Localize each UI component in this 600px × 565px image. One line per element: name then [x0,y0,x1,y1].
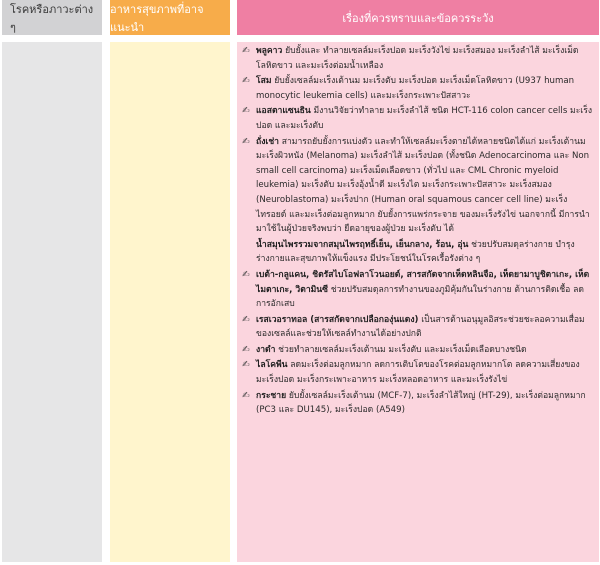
note-text: ยับยั้งเซลล์มะเร็งเต้านม มะเร็งตับ มะเร็งปอด มะเร็งเม็ดโลหิตขาว (U937 human monocytic leukemia cells) และมะเร็งกระเพาะปัสสาวะ [256,76,575,101]
note-item [242,268,596,312]
notes-list [242,44,596,419]
note-title: แอสตาแซนธิน [256,106,311,117]
pencil-icon: ✍ [242,360,250,371]
note-item [242,44,596,73]
note-item [242,74,596,103]
pencil-icon: ✍ [242,314,250,325]
note-item [242,238,596,267]
pencil-icon: ✍ [242,106,250,117]
pencil-icon: ✍ [242,390,250,401]
note-title: งาดำ [256,344,276,355]
note-title: น้ำสมุนไพรรวมจากสมุนไพรฤทธิ์เย็น, เย็นกลาง, ร้อน, อุ่น [256,239,469,250]
pencil-icon: ✍ [242,76,250,87]
pencil-icon: ✍ [242,46,250,56]
recommended-food-cell [110,42,230,562]
header-notes-cautions [237,0,599,35]
note-title: พลูคาว [256,46,283,56]
note-item [242,135,596,237]
pencil-icon: ✍ [242,136,250,147]
note-title: เบต้า-กลูแคน, ชิตรัสไบโอฟลาโวนอยด์, สารสกัดจากเห็ดหลินจือ, เห็ดยามาบูชิตาเกะ, เห็ดไมตาเกะ, วิตามินซี [256,269,590,295]
note-item [242,358,596,387]
note-title: ถั่งเช่า [256,136,279,147]
header-conditions-label: โรคหรือภาวะต่าง ๆ [10,2,94,34]
note-item [242,343,596,358]
note-title: ไลโคพีน [256,360,288,371]
note-text: เป็นสารต้านอนุมูลอิสระช่วยชะลอความเสื่อมของเซลล์และช่วยให้เซลล์ทำงานได้อย่างปกติ [256,314,585,340]
header-recommended-food-label: อาหารสุขภาพที่อาจแนะนำ [110,2,204,34]
note-text: สามารถยับยั้งการแบ่งตัว และทำให้เซลล์มะเร็งตายได้หลายชนิดได้แก่ มะเร็งเต้านม มะเร็งผิวหนัง (Melanoma) มะเร็งลำไส้ มะเร็งปอด (ทั้งชนิด Adenocarcinoma และ Non small cell carcinoma) มะเร็งเม็ดเลือดขาว (ทั่วไป และ CML Chronic myeloid leukemia) มะเร็งตับ มะเร็งอุ้งน้ำดี มะเร็งไต มะเร็งกระเพาะปัสสาวะ มะเร็งสมอง (Neuroblastoma) มะเร็งปาก (Human oral squamous cancer cell line) มะเร็งไทรอยด์ และมะเร็งต่อมลูกหมาก ยับยั้งการแพร่กระจาย ของมะเร็งรังไข่ นอกจากนี้ มีการนำมาใช้ในผู้ป่วยจริงพบว่า ยืดอายุของผู้ป่วย มะเร็งตับ ได้ [256,136,590,235]
header-notes-cautions-label: เรื่องที่ควรทราบและข้อควรระวัง [342,11,494,25]
note-title: กระชาย [256,390,287,401]
note-title: เรสเวอราทอล (สารสกัดจากเปลือกองุ่นแดง) [256,314,419,325]
conditions-cell [2,42,102,562]
note-text: ช่วยทำลายเซลล์มะเร็งเต้านม มะเร็งตับ และมะเร็งเม็ดเลือดบางชนิด [275,344,527,355]
note-text: ยับยั้งและ ทำลายเซลล์มะเร็งปอด มะเร็งวังไข่ มะเร็งสมอง มะเร็งลำไส้ มะเร็งเม็ดโลหิตขาว และมะเร็งต่อมน้ำเหลือง [256,46,579,71]
pencil-icon: ✍ [242,269,250,280]
note-item [242,389,596,418]
note-title: โสม [256,76,272,87]
note-text: ช่วยปรับสมดุลการทำงานของภูมิคุ้มกันในร่างกาย ต้านการติดเชื้อ ลดการอักเสบ [256,284,584,310]
note-text: ลดมะเร็งต่อมลูกหมาก ลดการเติบโตของโรคต่อมลูกหมากโต ลดความเสี่ยงของมะเร็งปอด มะเร็งกระเพาะอาหาร มะเร็งหลอดอาหาร และมะเร็งรังไข่ [256,360,580,386]
note-text: ยับยั้งเซลล์มะเร็งเต้านม (MCF-7), มะเร็งลำไส้ใหญ่ (HT-29), มะเร็งต่อมลูกหมาก (PC3 และ DU145), มะเร็งปอด (A549) [256,390,586,416]
header-recommended-food [110,0,230,35]
note-text: มีงานวิจัยว่าทำลาย มะเร็งลำไส้ ชนิด HCT-116 colon cancer cells มะเร็งปอด และมะเร็งตับ [256,106,593,131]
header-conditions [2,0,102,35]
note-item [242,104,596,133]
pencil-icon: ✍ [242,344,250,355]
note-item [242,313,596,342]
note-text: ช่วยปรับสมดุลร่างกาย บำรุงร่างกายและสุขภาพให้แข็งแรง มีประโยชน์ในโรคเรื้อรังต่าง ๆ [256,239,575,265]
